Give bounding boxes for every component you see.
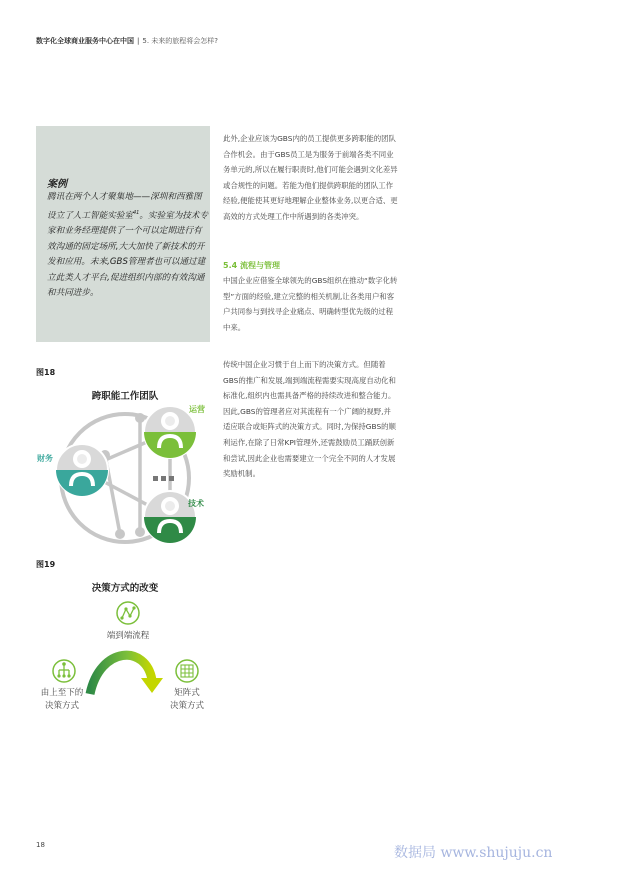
report-title: 数字化全球商业服务中心在中国	[36, 37, 134, 45]
page-number: 18	[36, 841, 45, 849]
end-to-end-label: 端到端流程	[106, 631, 150, 641]
node-finance	[56, 444, 108, 496]
ellipsis-dots	[153, 476, 174, 481]
figure18-title: 跨职能工作团队	[91, 391, 159, 402]
figure19-label: 图19	[36, 560, 56, 569]
node-operations-label: 运营	[189, 405, 205, 414]
case-text-part2: 。实验室为技术专家和业务经理提供了一个可以定期进行有效沟通的固定场所,大大加快了新技术的开发和应用。未来,GBS管理者也可以通过建立此类人才平台,促进组织内部的有效沟通和共同进步。	[47, 210, 209, 299]
watermark: 数据局 www.shujuju.cn	[394, 845, 553, 861]
transition-arrow-arc	[90, 655, 152, 694]
section-heading: 5.4 流程与管理	[223, 261, 280, 270]
chapter-title: 5. 未来的旅程将会怎样?	[142, 37, 218, 45]
hierarchy-icon	[53, 660, 75, 682]
network-flow-icon	[117, 602, 139, 624]
node-technology-label: 技术	[188, 499, 204, 508]
junction-dot	[135, 527, 145, 537]
header-separator: |	[137, 37, 140, 45]
case-study-title: 案例	[47, 179, 67, 190]
transition-arrow-head	[141, 678, 163, 693]
paragraph-decision: 传统中国企业习惯于自上而下的决策方式。但随着GBS的推广和发展,端到端流程需要实现高度自动化和标准化,组织内也需具备严格的持续改进和整合能力。因此,GBS的管理者应对其流程有一个广阔的视野,并适应联合或矩阵式的决策方式。同时,为保持GBS的顺利运作,在除了日常KPI管理外,还需鼓励员工踊跃创新和尝试,因此企业也需要建立一个完全不同的人才发展奖励机制。	[223, 360, 396, 479]
matrix-label-line2: 决策方式	[169, 701, 205, 711]
top-down-label-line2: 决策方式	[44, 701, 80, 711]
matrix-label-line1: 矩阵式	[174, 688, 200, 698]
figure18-label: 图18	[36, 368, 56, 377]
figure19-title: 决策方式的改变	[91, 583, 159, 594]
figure18-diagram	[37, 390, 205, 543]
paragraph-cross-functional: 此外,企业应该为GBS内的员工提供更多跨职能的团队合作机会。由于GBS员工是为服务于前端各类不同业务单元的,所以在履行职责时,他们可能会遇到文化差异或合规性的问题。若能为他们提供跨职能的团队工作经验,便能使其更好地理解企业整体业务,以更合适、更高效的方式处理工作中所遇到的各类冲突。	[223, 134, 398, 221]
junction-dot	[135, 413, 145, 423]
figure19-diagram	[41, 582, 205, 711]
junction-dot	[115, 529, 125, 539]
footnote-marker: 41	[132, 209, 140, 216]
node-finance-label: 财务	[37, 454, 53, 463]
matrix-grid-icon	[176, 660, 198, 682]
case-text-part1: 腾讯在两个人才聚集地——深圳和西雅图设立了人工智能实验室	[47, 192, 202, 221]
top-down-label-line1: 由上至下的	[40, 688, 84, 698]
paragraph-process: 中国企业应借鉴全球领先的GBS组织在推动“数字化转型”方面的经验,建立完整的相关机制,让各类用户和客户共同参与到找寻企业痛点、明确转型优先级的过程中来。	[223, 276, 398, 332]
